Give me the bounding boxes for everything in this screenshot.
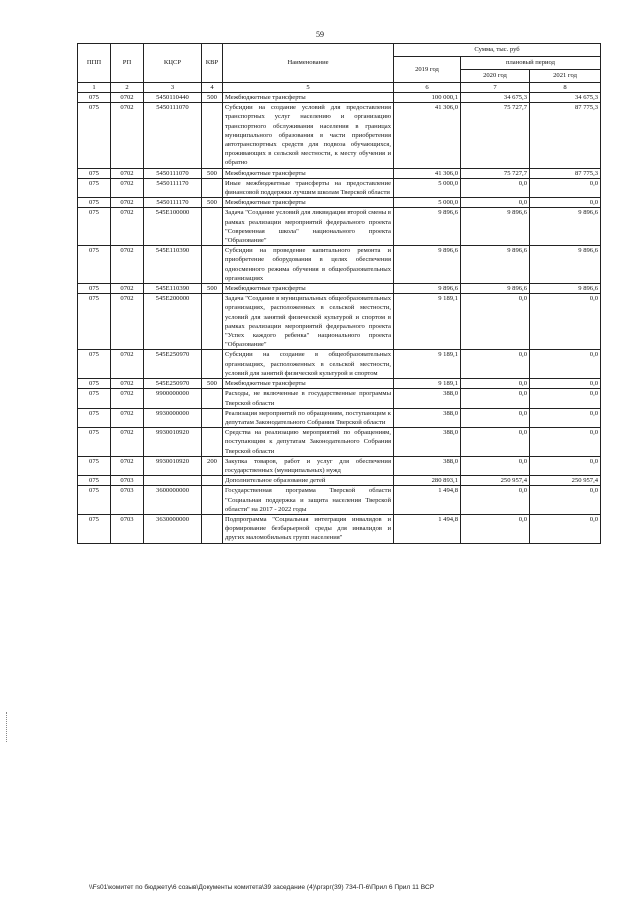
rp-cell: 0702 [111, 389, 144, 408]
rp-cell: 0703 [111, 486, 144, 515]
rp-cell: 0702 [111, 408, 144, 427]
ppp-cell: 075 [78, 486, 111, 515]
amount-2019-cell: 9 896,6 [394, 284, 461, 294]
header-kvr: КВР [202, 44, 223, 83]
page-number: 59 [316, 30, 324, 39]
table-row [78, 168, 601, 178]
amount-2021-cell: 9 896,6 [530, 208, 601, 246]
name-cell: Средства на реализацию мероприятий по обращениям, поступающим к депутатам Законодательного Собрания Тверской области [223, 428, 394, 457]
amount-2020-cell: 0,0 [461, 178, 530, 197]
amount-2019-cell: 5 000,0 [394, 178, 461, 197]
amount-2019-cell: 280 893,1 [394, 476, 461, 486]
amount-2019-cell: 9 189,1 [394, 379, 461, 389]
amount-2019-cell: 100 000,1 [394, 93, 461, 103]
amount-2021-cell: 0,0 [530, 350, 601, 379]
column-number: 2 [111, 83, 144, 93]
header-2020: 2020 год [461, 70, 530, 83]
table-row [78, 379, 601, 389]
kcsr-cell: 545E250970 [144, 379, 202, 389]
amount-2020-cell: 0,0 [461, 294, 530, 350]
amount-2020-cell: 75 727,7 [461, 168, 530, 178]
amount-2019-cell: 9 189,1 [394, 350, 461, 379]
kcsr-cell: 5450110440 [144, 93, 202, 103]
name-cell: Закупка товаров, работ и услуг для обеспечения государственных (муниципальных) нужд [223, 456, 394, 475]
amount-2021-cell: 0,0 [530, 456, 601, 475]
amount-2019-cell: 41 306,0 [394, 168, 461, 178]
ppp-cell: 075 [78, 294, 111, 350]
ppp-cell: 075 [78, 456, 111, 475]
amount-2021-cell: 9 896,6 [530, 284, 601, 294]
name-cell: Иные межбюджетные трансферты на предоставление финансовой поддержки лучшим школам Тверской области [223, 178, 394, 197]
kcsr-cell: 9930000000 [144, 408, 202, 427]
kcsr-cell: 9930010920 [144, 456, 202, 475]
table-body [78, 93, 601, 544]
name-cell: Задача "Создание условий для ликвидации второй смены в рамках реализации мероприятий федерального проекта "Современная школа" национального проекта "Образование" [223, 208, 394, 246]
rp-cell: 0702 [111, 246, 144, 284]
rp-cell: 0702 [111, 178, 144, 197]
amount-2019-cell: 388,0 [394, 428, 461, 457]
amount-2020-cell: 0,0 [461, 456, 530, 475]
ppp-cell: 075 [78, 198, 111, 208]
amount-2019-cell: 1 494,8 [394, 514, 461, 543]
kvr-cell [202, 476, 223, 486]
ppp-cell: 075 [78, 389, 111, 408]
amount-2021-cell: 9 896,6 [530, 246, 601, 284]
ppp-cell: 075 [78, 350, 111, 379]
table-row [78, 476, 601, 486]
amount-2019-cell: 1 494,8 [394, 486, 461, 515]
kvr-cell [202, 103, 223, 168]
kvr-cell [202, 514, 223, 543]
amount-2021-cell: 87 775,3 [530, 168, 601, 178]
header-name: Наименование [223, 44, 394, 83]
amount-2019-cell: 41 306,0 [394, 103, 461, 168]
ppp-cell: 075 [78, 178, 111, 197]
rp-cell: 0703 [111, 514, 144, 543]
column-number: 8 [530, 83, 601, 93]
amount-2021-cell: 0,0 [530, 486, 601, 515]
amount-2019-cell: 9 896,6 [394, 208, 461, 246]
rp-cell: 0702 [111, 294, 144, 350]
header-kcsr: КЦСР [144, 44, 202, 83]
table-row [78, 456, 601, 475]
header-sum: Сумма, тыс. руб [394, 44, 601, 57]
kcsr-cell: 5450111170 [144, 178, 202, 197]
name-cell: Межбюджетные трансферты [223, 93, 394, 103]
ppp-cell: 075 [78, 93, 111, 103]
rp-cell: 0702 [111, 168, 144, 178]
kcsr-cell: 5450111070 [144, 103, 202, 168]
name-cell: Субсидии на проведение капитального ремонта и приобретение оборудования в целях обеспечения односменного режима обучения в общеобразовательных организациях [223, 246, 394, 284]
table-row [78, 408, 601, 427]
amount-2021-cell: 0,0 [530, 294, 601, 350]
kcsr-cell: 5450111070 [144, 168, 202, 178]
name-cell: Межбюджетные трансферты [223, 168, 394, 178]
amount-2020-cell: 0,0 [461, 350, 530, 379]
amount-2020-cell: 0,0 [461, 408, 530, 427]
name-cell: Дополнительное образование детей [223, 476, 394, 486]
header-2019: 2019 год [394, 57, 461, 83]
ppp-cell: 075 [78, 103, 111, 168]
table-row [78, 93, 601, 103]
rp-cell: 0703 [111, 476, 144, 486]
kcsr-cell: 9930010920 [144, 428, 202, 457]
name-cell: Субсидии на создание условий для предоставления транспортных услуг населению и организацию транспортного обслуживания населения в границах муниципального образования в части приобретения автотранспортных средств для подвоза обучающихся, проживающих в сельской местности, к месту обучения и обратно [223, 103, 394, 168]
amount-2020-cell: 0,0 [461, 514, 530, 543]
amount-2021-cell: 0,0 [530, 379, 601, 389]
column-numbers-row [78, 83, 601, 93]
header-2021: 2021 год [530, 70, 601, 83]
amount-2020-cell: 0,0 [461, 486, 530, 515]
table-row [78, 198, 601, 208]
amount-2020-cell: 9 896,6 [461, 208, 530, 246]
kvr-cell: 500 [202, 93, 223, 103]
amount-2020-cell: 0,0 [461, 389, 530, 408]
kcsr-cell: 545E250970 [144, 350, 202, 379]
name-cell: Межбюджетные трансферты [223, 284, 394, 294]
ppp-cell: 075 [78, 284, 111, 294]
amount-2020-cell: 0,0 [461, 198, 530, 208]
amount-2019-cell: 5 000,0 [394, 198, 461, 208]
ppp-cell: 075 [78, 428, 111, 457]
name-cell: Подпрограмма "Социальная интеграция инвалидов и формирование безбарьерной среды для инвалидов и других маломобильных групп населения" [223, 514, 394, 543]
ppp-cell: 075 [78, 408, 111, 427]
name-cell: Расходы, не включенные в государственные программы Тверской области [223, 389, 394, 408]
column-number: 6 [394, 83, 461, 93]
rp-cell: 0702 [111, 456, 144, 475]
column-number: 1 [78, 83, 111, 93]
amount-2020-cell: 0,0 [461, 428, 530, 457]
rp-cell: 0702 [111, 350, 144, 379]
ppp-cell: 075 [78, 476, 111, 486]
kcsr-cell: 3600000000 [144, 486, 202, 515]
rp-cell: 0702 [111, 284, 144, 294]
amount-2020-cell: 250 957,4 [461, 476, 530, 486]
header-plan-period: плановый период [461, 57, 601, 70]
budget-table [77, 43, 601, 544]
kvr-cell [202, 486, 223, 515]
name-cell: Государственная программа Тверской области "Социальная поддержка и защита населения Тверской области" на 2017 - 2022 годы [223, 486, 394, 515]
kvr-cell: 500 [202, 284, 223, 294]
table-row [78, 178, 601, 197]
kvr-cell [202, 178, 223, 197]
amount-2021-cell: 0,0 [530, 514, 601, 543]
rp-cell: 0702 [111, 428, 144, 457]
kcsr-cell: 545E110390 [144, 246, 202, 284]
amount-2019-cell: 388,0 [394, 389, 461, 408]
rp-cell: 0702 [111, 93, 144, 103]
kvr-cell: 200 [202, 456, 223, 475]
amount-2021-cell: 0,0 [530, 198, 601, 208]
header-rp: РП [111, 44, 144, 83]
amount-2021-cell: 0,0 [530, 408, 601, 427]
kcsr-cell: 545E200000 [144, 294, 202, 350]
amount-2021-cell: 0,0 [530, 428, 601, 457]
kvr-cell [202, 428, 223, 457]
kcsr-cell: 3630000000 [144, 514, 202, 543]
kvr-cell [202, 294, 223, 350]
ppp-cell: 075 [78, 208, 111, 246]
table-row [78, 514, 601, 543]
name-cell: Межбюджетные трансферты [223, 198, 394, 208]
kcsr-cell: 9900000000 [144, 389, 202, 408]
amount-2020-cell: 34 675,3 [461, 93, 530, 103]
kvr-cell [202, 246, 223, 284]
kvr-cell: 500 [202, 168, 223, 178]
kvr-cell [202, 350, 223, 379]
ppp-cell: 075 [78, 514, 111, 543]
kvr-cell [202, 208, 223, 246]
margin-mark [6, 712, 9, 742]
amount-2019-cell: 388,0 [394, 408, 461, 427]
kcsr-cell: 5450111170 [144, 198, 202, 208]
amount-2021-cell: 0,0 [530, 389, 601, 408]
column-number: 5 [223, 83, 394, 93]
ppp-cell: 075 [78, 246, 111, 284]
name-cell: Субсидии на создание в общеобразовательных организациях, расположенных в сельской местности, условий для занятий физической культурой и спортом [223, 350, 394, 379]
ppp-cell: 075 [78, 379, 111, 389]
column-number: 7 [461, 83, 530, 93]
header-ppp: ППП [78, 44, 111, 83]
table-row [78, 389, 601, 408]
kvr-cell: 500 [202, 379, 223, 389]
kcsr-cell: 545E110390 [144, 284, 202, 294]
kvr-cell [202, 408, 223, 427]
rp-cell: 0702 [111, 208, 144, 246]
amount-2020-cell: 9 896,6 [461, 284, 530, 294]
column-number: 3 [144, 83, 202, 93]
name-cell: Реализация мероприятий по обращениям, поступающим к депутатам Законодательного Собрания Тверской области [223, 408, 394, 427]
name-cell: Межбюджетные трансферты [223, 379, 394, 389]
amount-2020-cell: 9 896,6 [461, 246, 530, 284]
rp-cell: 0702 [111, 103, 144, 168]
kvr-cell [202, 389, 223, 408]
amount-2019-cell: 9 189,1 [394, 294, 461, 350]
amount-2021-cell: 250 957,4 [530, 476, 601, 486]
table-row [78, 208, 601, 246]
kcsr-cell [144, 476, 202, 486]
table-row [78, 103, 601, 168]
kcsr-cell: 545E100000 [144, 208, 202, 246]
amount-2020-cell: 0,0 [461, 379, 530, 389]
ppp-cell: 075 [78, 168, 111, 178]
table-row [78, 350, 601, 379]
amount-2019-cell: 9 896,6 [394, 246, 461, 284]
amount-2021-cell: 34 675,3 [530, 93, 601, 103]
table-row [78, 284, 601, 294]
name-cell: Задача "Создание в муниципальных общеобразовательных организациях, расположенных в сельской местности, условий для занятий физической культурой и спортом в рамках реализации мероприятий федерального проекта "Успех каждого ребенка" национального проекта "Образование" [223, 294, 394, 350]
rp-cell: 0702 [111, 379, 144, 389]
rp-cell: 0702 [111, 198, 144, 208]
amount-2021-cell: 87 775,3 [530, 103, 601, 168]
table-row [78, 246, 601, 284]
amount-2020-cell: 75 727,7 [461, 103, 530, 168]
column-number: 4 [202, 83, 223, 93]
footer-file-path: \\Fs01\комитет по бюджету\6 созыв\Документы комитета\39 заседание (4)\ргзрг(39) 734-П-6\Прил 6 Прил 11 ВСР [89, 884, 435, 891]
amount-2019-cell: 388,0 [394, 456, 461, 475]
table-row [78, 294, 601, 350]
amount-2021-cell: 0,0 [530, 178, 601, 197]
kvr-cell: 500 [202, 198, 223, 208]
table-row [78, 428, 601, 457]
table-row [78, 486, 601, 515]
